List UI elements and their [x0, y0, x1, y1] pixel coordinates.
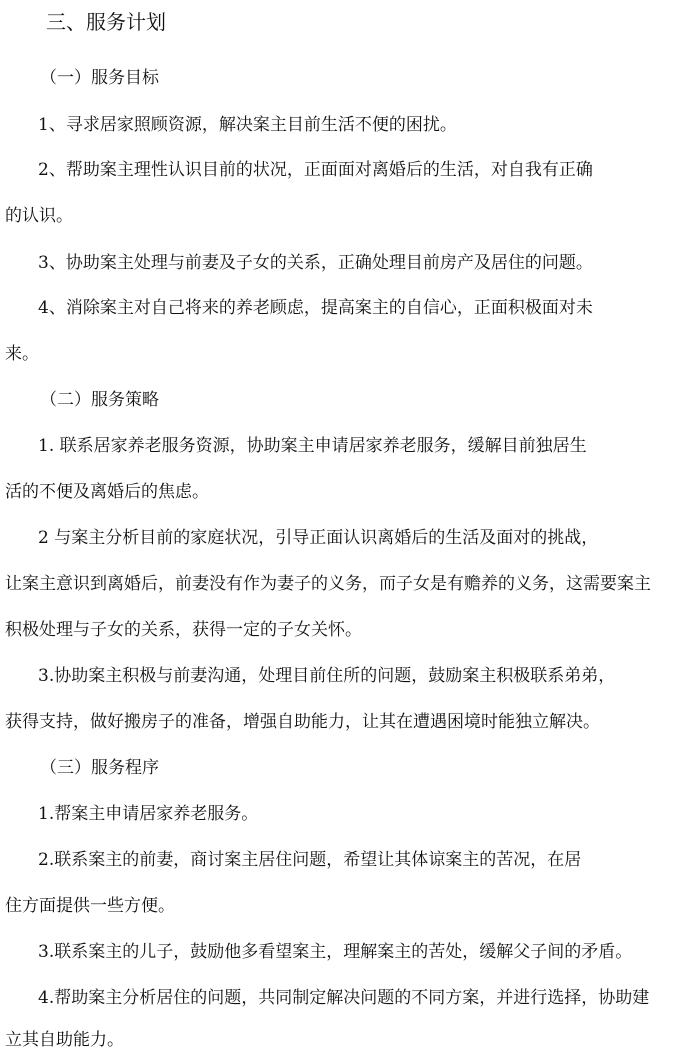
- strategy-3-line-2: 获得支持，做好搬房子的准备，增强自助能力，让其在遭遇困境时能独立解决。: [5, 712, 600, 732]
- goal-3-line-1: 3、协助案主处理与前妻及子女的关系，正确处理目前房产及居住的问题。: [38, 253, 593, 273]
- strategy-1-line-2: 活的不便及离婚后的焦虑。: [5, 482, 209, 502]
- strategy-2-line-2: 让案主意识到离婚后，前妻没有作为妻子的义务，而子女是有赡养的义务，这需要案主: [5, 574, 651, 594]
- heading-service-goals: （一）服务目标: [40, 68, 159, 88]
- strategy-3-line-1: 3.协助案主积极与前妻沟通，处理目前住所的问题，鼓励案主积极联系弟弟，: [38, 666, 616, 686]
- heading-service-procedure: （三）服务程序: [40, 758, 159, 778]
- section-title: 三、服务计划: [46, 10, 166, 34]
- strategy-2-line-3: 积极处理与子女的关系，获得一定的子女关怀。: [5, 620, 362, 640]
- strategy-2-line-1: 2 与案主分析目前的家庭状况，引导正面认识离婚后的生活及面对的挑战，: [38, 528, 599, 548]
- goal-4-line-2: 来。: [5, 344, 39, 364]
- goal-4-line-1: 4、消除案主对自己将来的养老顾虑，提高案主的自信心，正面积极面对未: [38, 298, 593, 318]
- procedure-4-line-1: 4.帮助案主分析居住的问题，共同制定解决问题的不同方案，并进行选择，协助建: [38, 988, 650, 1008]
- procedure-2-line-1: 2.联系案主的前妻，商讨案主居住问题，希望让其体谅案主的苦况，在居: [38, 850, 582, 870]
- goal-2-line-2: 的认识。: [5, 206, 73, 226]
- procedure-4-line-2: 立其自助能力。: [5, 1030, 124, 1050]
- procedure-3-line-1: 3.联系案主的儿子，鼓励他多看望案主，理解案主的苦处，缓解父子间的矛盾。: [38, 942, 633, 962]
- procedure-1-line-1: 1.帮案主申请居家养老服务。: [38, 804, 259, 824]
- heading-service-strategy: （二）服务策略: [40, 390, 159, 410]
- goal-1-line-1: 1、寻求居家照顾资源，解决案主目前生活不便的困扰。: [38, 115, 457, 135]
- goal-2-line-1: 2、帮助案主理性认识目前的状况，正面面对离婚后的生活，对自我有正确: [38, 160, 593, 180]
- strategy-1-line-1: 1. 联系居家养老服务资源，协助案主申请居家养老服务，缓解目前独居生: [38, 436, 587, 456]
- procedure-2-line-2: 住方面提供一些方便。: [5, 896, 175, 916]
